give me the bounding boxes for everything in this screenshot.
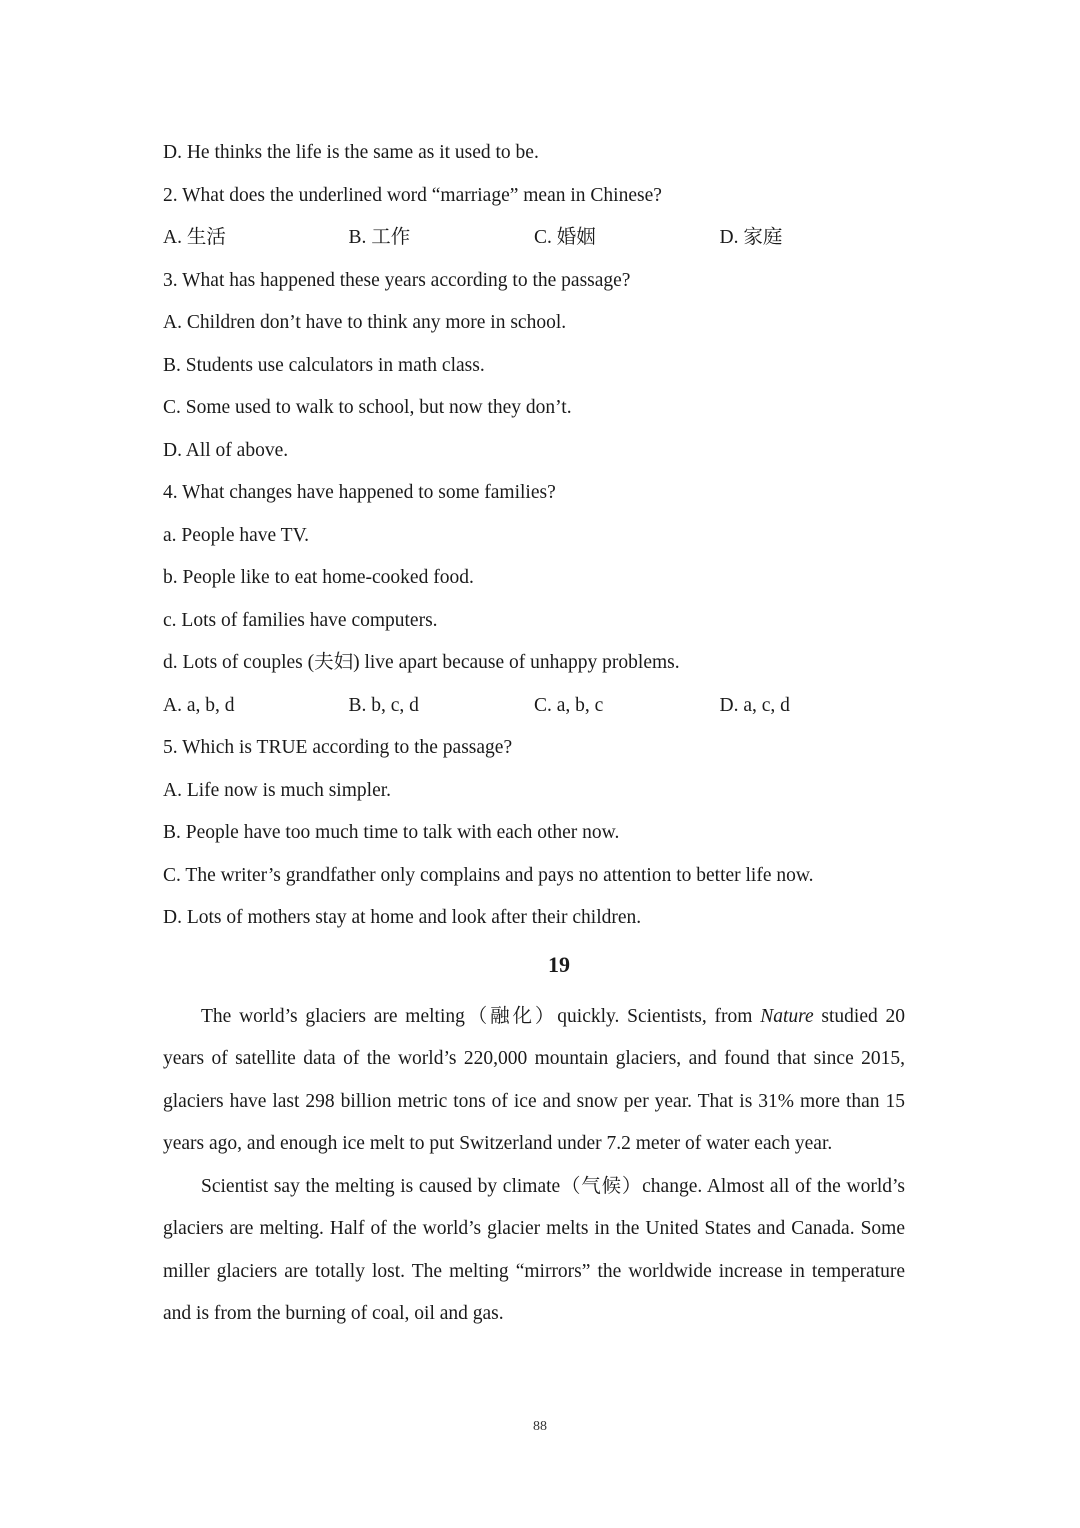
q4-statement-c: c. Lots of families have computers.	[163, 609, 438, 631]
q4-option-d: D. a, c, d	[719, 694, 790, 716]
q4-statement-b: b. People like to eat home-cooked food.	[163, 567, 474, 588]
q2-option-c: C. 婚姻	[534, 227, 596, 248]
q3-option-d: D. All of above.	[163, 439, 289, 461]
q4-option-c: C. a, b, c	[534, 694, 604, 716]
q4-question: 4. What changes have happened to some families?	[163, 482, 556, 503]
q4-statement-a: a. People have TV.	[163, 524, 310, 546]
q4-statement-d: d. Lots of couples (夫妇) live apart because of unhappy problems.	[163, 652, 680, 673]
page-number: 88	[533, 1419, 547, 1434]
passage-paragraph-1	[163, 996, 905, 1166]
q5-option-a: A. Life now is much simpler.	[163, 779, 392, 801]
q5-option-d: D. Lots of mothers stay at home and look after their children.	[163, 907, 642, 928]
q2-option-a: A. 生活	[163, 227, 226, 248]
page-content	[163, 138, 905, 1336]
q1-option-d: D. He thinks the life is the same as it used to be.	[163, 142, 539, 163]
q3-option-b: B. Students use calculators in math class.	[163, 354, 485, 376]
passage-p1-lead: The world’s glaciers are melting（融化）quickly. Scientists, from	[201, 1005, 761, 1027]
q3-option-c: C. Some used to walk to school, but now they don’t.	[163, 397, 572, 418]
q2-question: 2. What does the underlined word “marriage” mean in Chinese?	[163, 184, 662, 206]
passage-paragraph-2: Scientist say the melting is caused by climate（气候）change. Almost all of the world’s glaciers are melting. Half of the world’s glacier melts in the United States and Canada. Some miller glaciers are totally lost. The melting “mirrors” the worldwide increase in temperature and is from the burning of coal, oil and gas.	[163, 1175, 905, 1324]
q2-option-b: B. 工作	[348, 227, 411, 248]
journal-name: Nature	[760, 1005, 814, 1027]
q3-option-a: A. Children don’t have to think any more in school.	[163, 312, 567, 333]
q3-question: 3. What has happened these years according to the passage?	[163, 269, 631, 291]
q2-option-d: D. 家庭	[719, 227, 783, 248]
q4-option-b: B. b, c, d	[348, 694, 419, 716]
q4-options	[163, 691, 905, 734]
q4-option-a: A. a, b, d	[163, 694, 235, 716]
q5-option-b: B. People have too much time to talk with each other now.	[163, 822, 620, 843]
q2-options	[163, 223, 905, 266]
q5-option-c: C. The writer’s grandfather only complains and pays no attention to better life now.	[163, 864, 814, 886]
passage-number: 19	[548, 951, 570, 977]
passage-p1-rest: studied 20 years of satellite data of the world’s 220,000 mountain glaciers, and found that since 2015, glaciers have last 298 billion metric tons of ice and snow per year. That is 31% more than 15 years ago, and enough ice melt to put Switzerland under 7.2 meter of water each year.	[163, 1005, 905, 1154]
q5-question: 5. Which is TRUE according to the passage?	[163, 737, 513, 758]
